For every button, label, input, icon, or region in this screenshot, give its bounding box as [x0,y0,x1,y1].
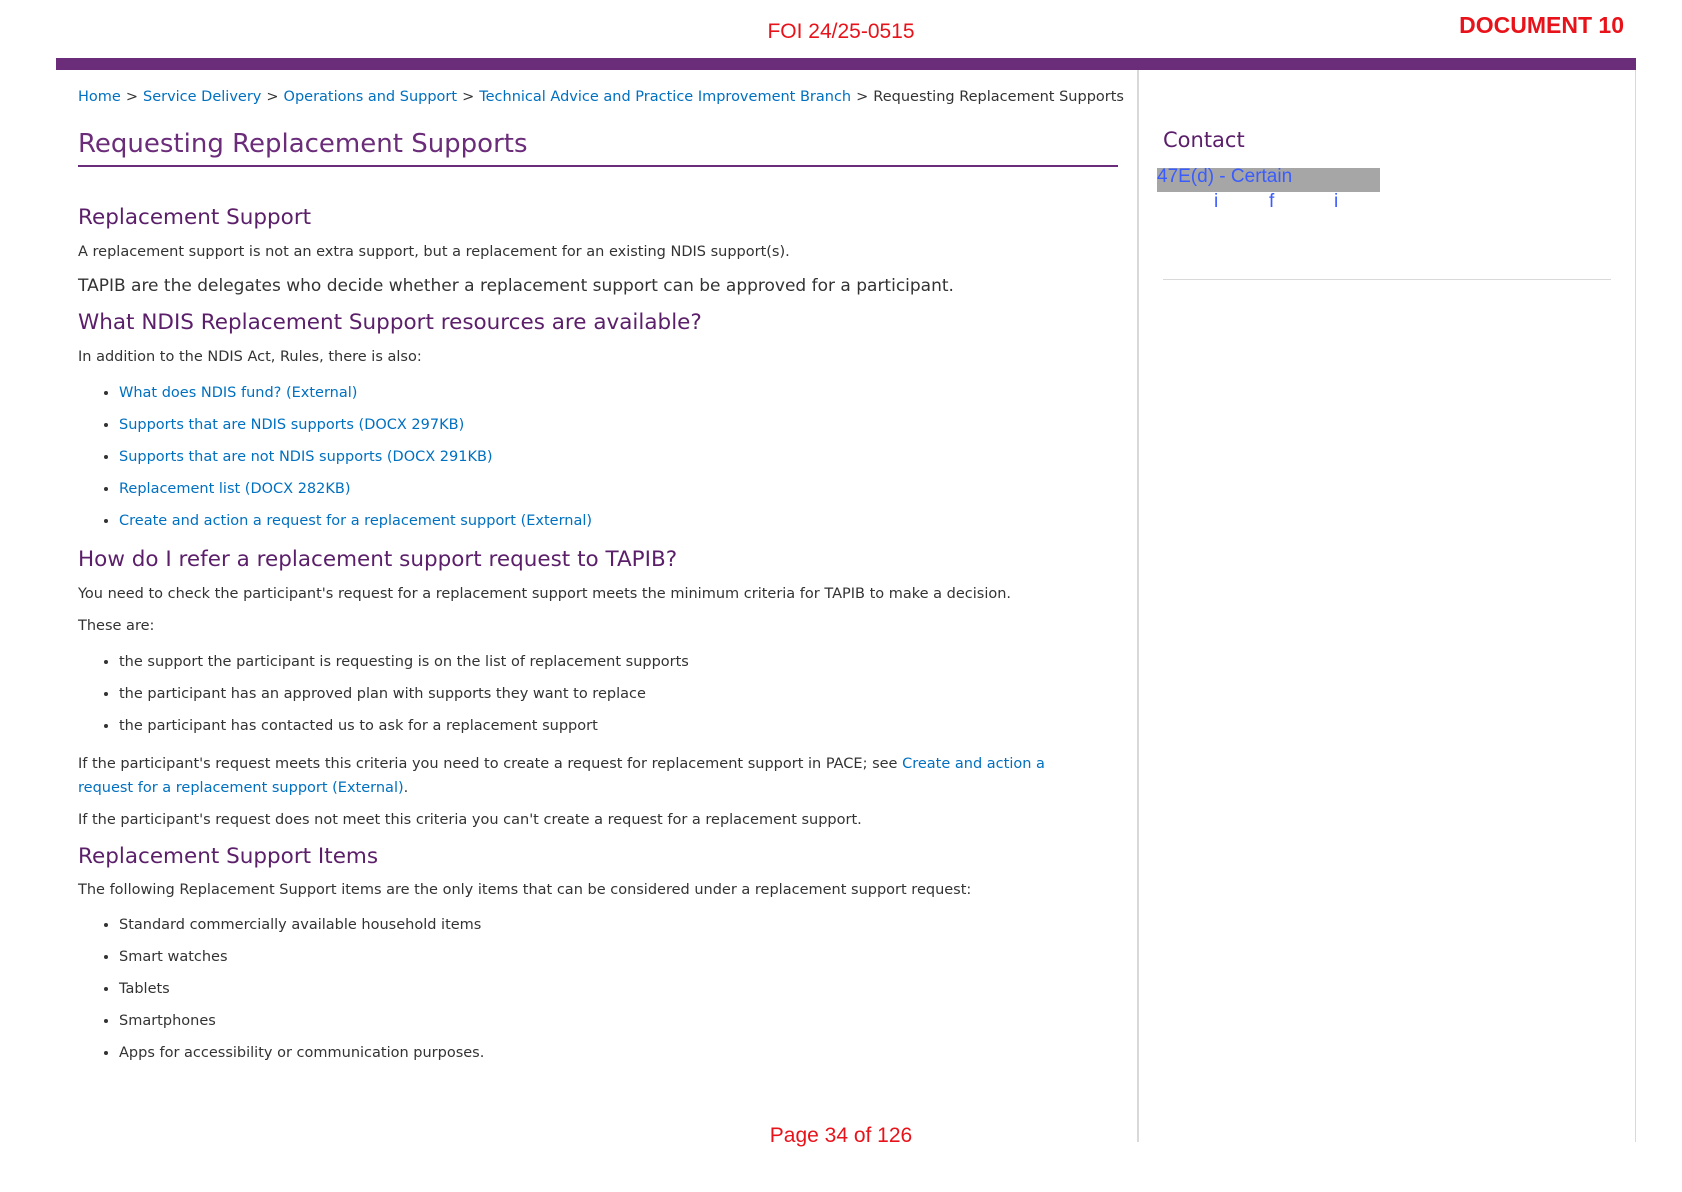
list-item: • the support the participant is requesting is on the list of replacement supports [119,652,1118,673]
link-ndis-supports-docx[interactable]: Supports that are NDIS supports (DOCX 297KB) [119,417,465,433]
breadcrumb-separator: > [462,89,475,105]
list-item: • Smart watches [119,947,1118,968]
breadcrumb [78,89,1124,105]
breadcrumb-separator: > [856,89,869,105]
list-item: • Tablets [119,979,1118,1000]
paragraph: You need to check the participant's request for a replacement support meets the minimum criteria for TAPIB to make a decision. [78,586,1012,602]
paragraph: In addition to the NDIS Act, Rules, there is also: [78,349,422,365]
paragraph: The following Replacement Support items are the only items that can be considered under a replacement support request: [78,882,972,898]
document-number: DOCUMENT 10 [1459,12,1624,38]
breadcrumb-operations-support[interactable]: Operations and Support [283,89,458,105]
paragraph [78,752,1068,800]
section-heading-resources: What NDIS Replacement Support resources are available? [78,310,702,335]
list-item [119,479,1118,500]
sidebar [1139,70,1636,1142]
paragraph: A replacement support is not an extra support, but a replacement for an existing NDIS support(s). [78,244,790,260]
breadcrumb-home[interactable]: Home [78,89,121,105]
link-create-request[interactable]: Create and action a request for a replacement support (External) [119,513,593,529]
breadcrumb-service-delivery[interactable]: Service Delivery [142,89,262,105]
list-item: • Apps for accessibility or communication purposes. [119,1043,1118,1064]
breadcrumb-current: Requesting Replacement Supports [873,89,1124,105]
paragraph-text: If the participant's request meets this criteria you need to create a request for replacement support in PACE; see [78,756,903,772]
link-what-ndis-fund[interactable]: What does NDIS fund? (External) [119,385,358,401]
list-item: • Smartphones [119,1011,1118,1032]
list-item: • the participant has an approved plan with supports they want to replace [119,684,1118,705]
redaction-residue-char: i [1214,191,1219,212]
list-item [119,415,1118,436]
paragraph-text: . [403,780,409,796]
link-not-ndis-supports-docx[interactable]: Supports that are not NDIS supports (DOCX 291KB) [119,449,493,465]
breadcrumb-separator: > [266,89,279,105]
list-item [119,383,1118,404]
main-content [56,70,1139,1142]
resource-links-list [78,383,1118,532]
section-heading-replacement-support: Replacement Support [78,205,312,230]
criteria-list [78,652,1118,737]
foi-reference: FOI 24/25-0515 [767,20,915,43]
redaction-residue-char: i [1334,191,1339,212]
breadcrumb-tapib[interactable]: Technical Advice and Practice Improvement Branch [479,89,852,105]
link-create-request-inline[interactable]: Create and action a request for a replacement support (External) [78,756,1045,796]
list-item [119,447,1118,468]
page-number: Page 34 of 126 [769,1124,913,1147]
paragraph: If the participant's request does not meet this criteria you can't create a request for a replacement support. [78,812,862,828]
breadcrumb-separator: > [125,89,138,105]
article [78,70,1124,1064]
support-items-list [78,915,1118,1064]
divider [1163,279,1611,280]
redaction-residue-char: f [1269,191,1275,212]
page-title: Requesting Replacement Supports [78,129,1118,167]
paragraph: TAPIB are the delegates who decide whether a replacement support can be approved for a participant. [78,276,954,296]
header-bar [56,58,1636,70]
redaction-label: 47E(d) - Certain [1157,166,1293,187]
link-replacement-list-docx[interactable]: Replacement list (DOCX 282KB) [119,481,351,497]
list-item [119,511,1118,532]
section-heading-refer-tapib: How do I refer a replacement support request to TAPIB? [78,547,678,572]
section-heading-items: Replacement Support Items [78,844,379,869]
paragraph: These are: [78,618,155,634]
contact-heading: Contact [1163,128,1245,152]
list-item: • the participant has contacted us to ask for a replacement support [119,716,1118,737]
list-item: • Standard commercially available household items [119,915,1118,936]
